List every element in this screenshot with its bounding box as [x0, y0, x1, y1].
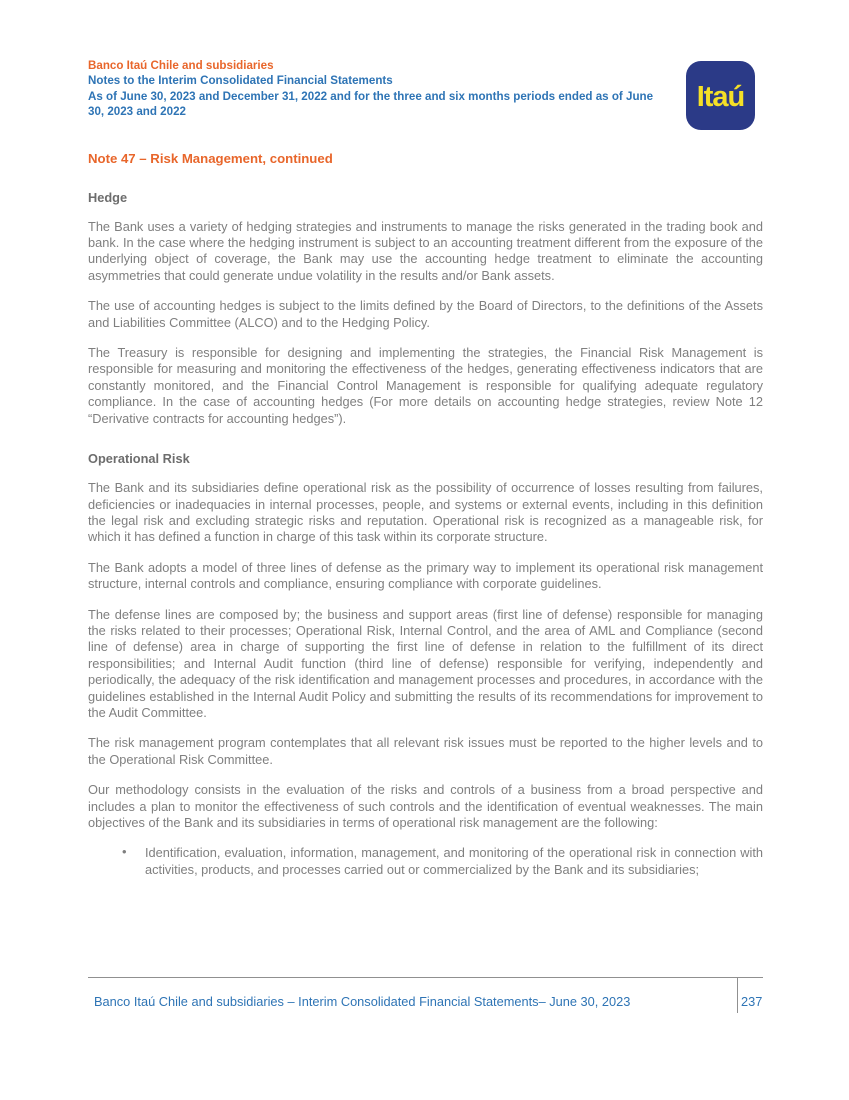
document-header: [88, 58, 763, 120]
list-item: [88, 845, 763, 878]
itau-logo-text: Itaú: [696, 80, 745, 113]
list-item-text: Identification, evaluation, information, management, and monitoring of the operational risk in connection with activities, products, and processes carried out or commercialized by the Bank and its subsidiaries;: [145, 845, 763, 877]
paragraph: The risk management program contemplates that all relevant risk issues must be reported to the higher levels and to the Operational Risk Committee.: [88, 735, 763, 767]
page-number: 237: [741, 994, 763, 1009]
section-operational-risk: [88, 451, 763, 878]
footer-text: Banco Itaú Chile and subsidiaries – Interim Consolidated Financial Statements– June 30, 2023: [94, 994, 631, 1009]
bullet-icon: •: [122, 844, 127, 860]
paragraph: The defense lines are composed by; the business and support areas (first line of defense) responsible for managing the risks related to their processes; Operational Risk, Internal Control, and the area of AML and Compliance (second line of defense) area in charge of supporting the first line of defense in relation to the fulfillment of its direct responsibilities; and Internal Audit function (third line of defense) responsible for verifying, independently and periodically, the adequacy of the risk identification and management processes and procedures, in accordance with the guidelines established in the Internal Audit Policy and submitting the results of its recommendations for improvement to the Audit Committee.: [88, 606, 763, 720]
page-number-divider: [737, 977, 738, 1013]
section-heading-operational-risk: Operational Risk: [88, 451, 190, 467]
itau-logo: [686, 61, 755, 130]
header-company: Banco Itaú Chile and subsidiaries: [88, 59, 274, 72]
footer-divider: [88, 977, 763, 978]
paragraph: The Treasury is responsible for designing and implementing the strategies, the Financial Risk Management is responsible for measuring and monitoring the effectiveness of the hedges, generating effectiveness indicators that are constantly monitored, and the Financial Control Management is responsible for qualifying adequate regulatory compliance. In the case of accounting hedges (For more details on accounting hedge strategies, review Note 12 “Derivative contracts for accounting hedges”).: [88, 345, 763, 426]
paragraph: The Bank and its subsidiaries define operational risk as the possibility of occurrence of losses resulting from failures, deficiencies or inadequacies in internal processes, people, and systems or external events, including in this definition the legal risk and excluding strategic risks and reputation. Operational risk is recognized as a manageable risk, for which it has defined a function in charge of this task within its corporate structure.: [88, 480, 763, 545]
section-heading-hedge: Hedge: [88, 189, 128, 205]
paragraph: The Bank uses a variety of hedging strategies and instruments to manage the risks generated in the trading book and bank. In the case where the hedging instrument is subject to an accounting treatment different from the exposure of the underlying object of coverage, the Bank may use the accounting hedge treatment to eliminate the accounting asymmetries that could generate undue volatility in the results and/or Bank assets.: [88, 218, 763, 283]
page-content: [88, 58, 763, 878]
paragraph: The Bank adopts a model of three lines of defense as the primary way to implement its operational risk management structure, internal controls and compliance, ensuring compliance with corporate guidelines.: [88, 559, 763, 592]
header-title: Notes to the Interim Consolidated Financial Statements: [88, 74, 393, 88]
paragraph: The use of accounting hedges is subject to the limits defined by the Board of Directors, to the definitions of the Assets and Liabilities Committee (ALCO) and to the Hedging Policy.: [88, 298, 763, 330]
note-title: Note 47 – Risk Management, continued: [88, 150, 333, 166]
header-period: As of June 30, 2023 and December 31, 2022 and for the three and six months periods ended as of June 30, 2023 and 2022: [88, 89, 654, 119]
section-hedge: [88, 190, 763, 427]
paragraph: Our methodology consists in the evaluation of the risks and controls of a business from a broad perspective and includes a plan to monitor the effectiveness of such controls and the identification of eventual weaknesses. The main objectives of the Bank and its subsidiaries in terms of operational risk management are the following:: [88, 782, 763, 830]
